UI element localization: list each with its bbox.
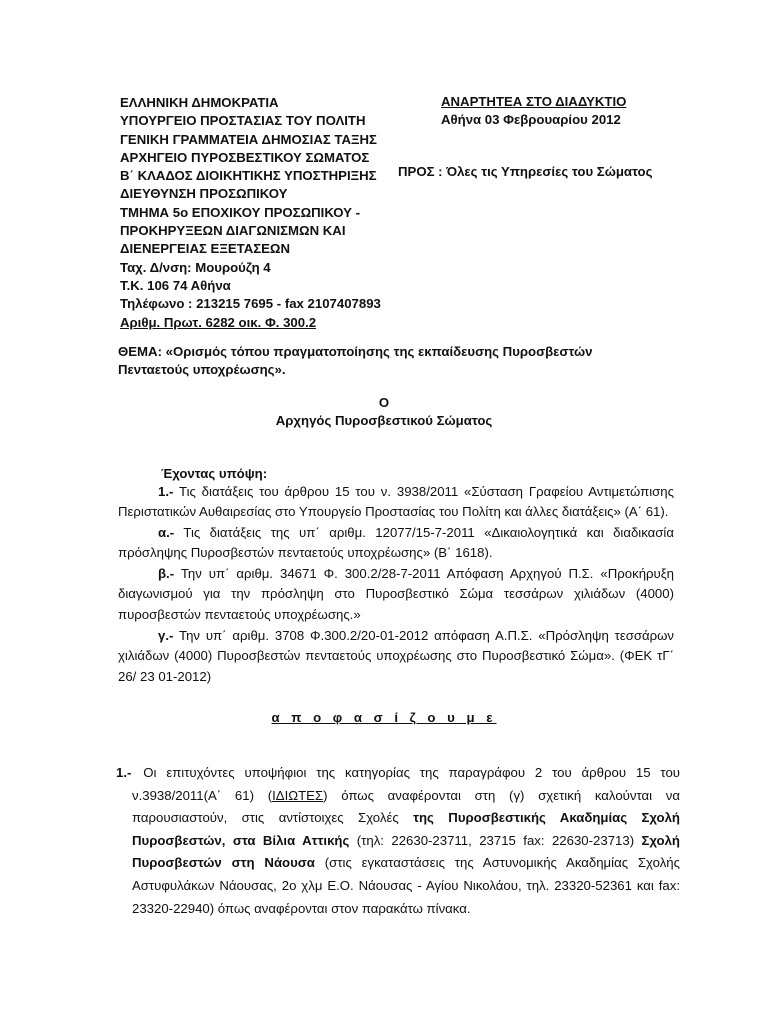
consideration-1 bbox=[118, 482, 674, 523]
consideration-label: α.- bbox=[158, 525, 175, 540]
sender-line: ΔΙΕΥΘΥΝΣΗ ΠΡΟΣΩΠΙΚΟΥ bbox=[120, 186, 288, 202]
consideration-text: Τις διατάξεις της υπ΄ αριθμ. 12077/15-7-2011 «Δικαιολογητικά και διαδικασία πρόσληψης Πυροσβεστών πενταετούς υποχρέωσης» (Β΄ 1618). bbox=[118, 525, 674, 561]
decision-text: Οι επιτυχόντες υποψήφιοι της κατηγορίας της παραγράφου 2 του άρθρου 15 του ν.3938/2011(Α΄ 61) ( bbox=[132, 765, 681, 803]
school-vilia: της Πυροσβεστικής Ακαδημίας Σχολή Πυροσβεστών, στα Βίλια Αττικής bbox=[132, 810, 680, 848]
issuer-article: Ο bbox=[378, 395, 390, 410]
decision-1 bbox=[116, 762, 680, 920]
posting-notice: ΑΝΑΡΤΗΤΕΑ ΣΤΟ ΔΙΑΔΥΚΤΙΟ bbox=[441, 94, 627, 109]
sender-line: ΠΡΟΚΗΡΥΞΕΩΝ ΔΙΑΓΩΝΙΣΜΩΝ ΚΑΙ bbox=[120, 223, 346, 239]
consideration-text: Την υπ΄ αριθμ. 34671 Φ. 300.2/28-7-2011 Απόφαση Αρχηγού Π.Σ. «Προκήρυξη διαγωνισμού για την πρόσληψη στο Πυροσβεστικό Σώμα τεσσάρων χιλιάδων (4000) πυροσβεστών πενταετούς υποχρέωσης.» bbox=[118, 566, 674, 622]
consideration-b bbox=[118, 564, 674, 625]
consideration-label: β.- bbox=[158, 566, 175, 581]
sender-line: Β΄ ΚΛΑΔΟΣ ΔΙΟΙΚΗΤΙΚΗΣ ΥΠΟΣΤΗΡΙΞΗΣ bbox=[120, 168, 377, 184]
sender-phone: Τηλέφωνο : 213215 7695 - fax 2107407893 bbox=[120, 296, 381, 312]
sender-line: ΔΙΕΝΕΡΓΕΙΑΣ ΕΞΕΤΑΣΕΩΝ bbox=[120, 241, 291, 257]
protocol-number: Αριθμ. Πρωτ. 6282 οικ. Φ. 300.2 bbox=[120, 314, 317, 330]
considering-label: Έχοντας υπόψη: bbox=[161, 466, 268, 481]
consideration-c bbox=[118, 626, 674, 687]
document-date: Αθήνα 03 Φεβρουαρίου 2012 bbox=[441, 112, 621, 127]
sender-line: ΕΛΛΗΝΙΚΗ ΔΗΜΟΚΡΑΤΙΑ bbox=[120, 95, 279, 110]
sender-line: ΥΠΟΥΡΓΕΙΟ ΠΡΟΣΤΑΣΙΑΣ ΤΟΥ ΠΟΛΙΤΗ bbox=[120, 113, 366, 129]
recipients: ΠΡΟΣ : Όλες τις Υπηρεσίες του Σώματος bbox=[398, 164, 653, 179]
sender-block bbox=[120, 94, 381, 332]
school-vilia-contact: (τηλ: 22630-23711, 23715 fax: 22630-23713) bbox=[349, 832, 642, 848]
category-label: ΙΔΙΩΤΕΣ bbox=[272, 787, 324, 803]
consideration-label: 1.- bbox=[158, 484, 174, 499]
subject: ΘΕΜΑ: «Ορισμός τόπου πραγματοποίησης της εκπαίδευσης Πυροσβεστών Πενταετούς υποχρέωσης». bbox=[118, 344, 593, 377]
sender-address: Ταχ. Δ/νση: Μουρούζη 4 bbox=[120, 259, 271, 275]
decision-text: ) όπως αναφέρονται στη (γ) σχετική καλούνται να παρουσιαστούν, στις αντίστοιχες Σχολές bbox=[132, 787, 680, 826]
consideration-text: Την υπ΄ αριθμ. 3708 Φ.300.2/20-01-2012 απόφαση Α.Π.Σ. «Πρόσληψη τεσσάρων χιλιάδων (4000) Πυροσβεστών πενταετούς υποχρέωσης στο Πυροσβεστικό Σώμα». (ΦΕΚ τΓ΄ 26/ 23 01-2012) bbox=[118, 628, 674, 684]
sender-postcode: Τ.Κ. 106 74 Αθήνα bbox=[120, 277, 231, 293]
school-naousa: Σχολή Πυροσβεστών στη Νάουσα bbox=[132, 832, 680, 871]
consideration-text: Τις διατάξεις του άρθρου 15 του ν. 3938/2011 «Σύσταση Γραφείου Αντιμετώπισης Περιστατικών Αυθαιρεσίας στο Υπουργείο Προστασίας του Πολίτη και άλλες διατάξεις» (Α΄ 61). bbox=[118, 484, 675, 520]
school-naousa-contact: (στις εγκαταστάσεις της Αστυνομικής Ακαδημίας Σχολής Αστυφυλάκων Νάουσας, 2ο χλμ Ε.Ο. Νάουσας - Αγίου Νικολάου, τηλ. 23320-52361 και fax: 23320-22940) όπως αναφέρονται στον παρακάτω πίνακα. bbox=[132, 855, 680, 916]
decide-heading: α π ο φ α σ ί ζ ο υ μ ε bbox=[271, 710, 497, 725]
decision-number: 1.- bbox=[116, 765, 132, 780]
sender-line: ΓΕΝΙΚΗ ΓΡΑΜΜΑΤΕΙΑ ΔΗΜΟΣΙΑΣ ΤΑΞΗΣ bbox=[120, 131, 377, 147]
consideration-label: γ.- bbox=[158, 628, 174, 643]
consideration-a bbox=[118, 523, 674, 564]
issuer-title: Αρχηγός Πυροσβεστικού Σώματος bbox=[275, 413, 493, 428]
sender-line: ΤΜΗΜΑ 5ο ΕΠΟΧΙΚΟΥ ΠΡΟΣΩΠΙΚΟΥ - bbox=[120, 204, 361, 220]
sender-line: ΑΡΧΗΓΕΙΟ ΠΥΡΟΣΒΕΣΤΙΚΟΥ ΣΩΜΑΤΟΣ bbox=[120, 149, 370, 165]
